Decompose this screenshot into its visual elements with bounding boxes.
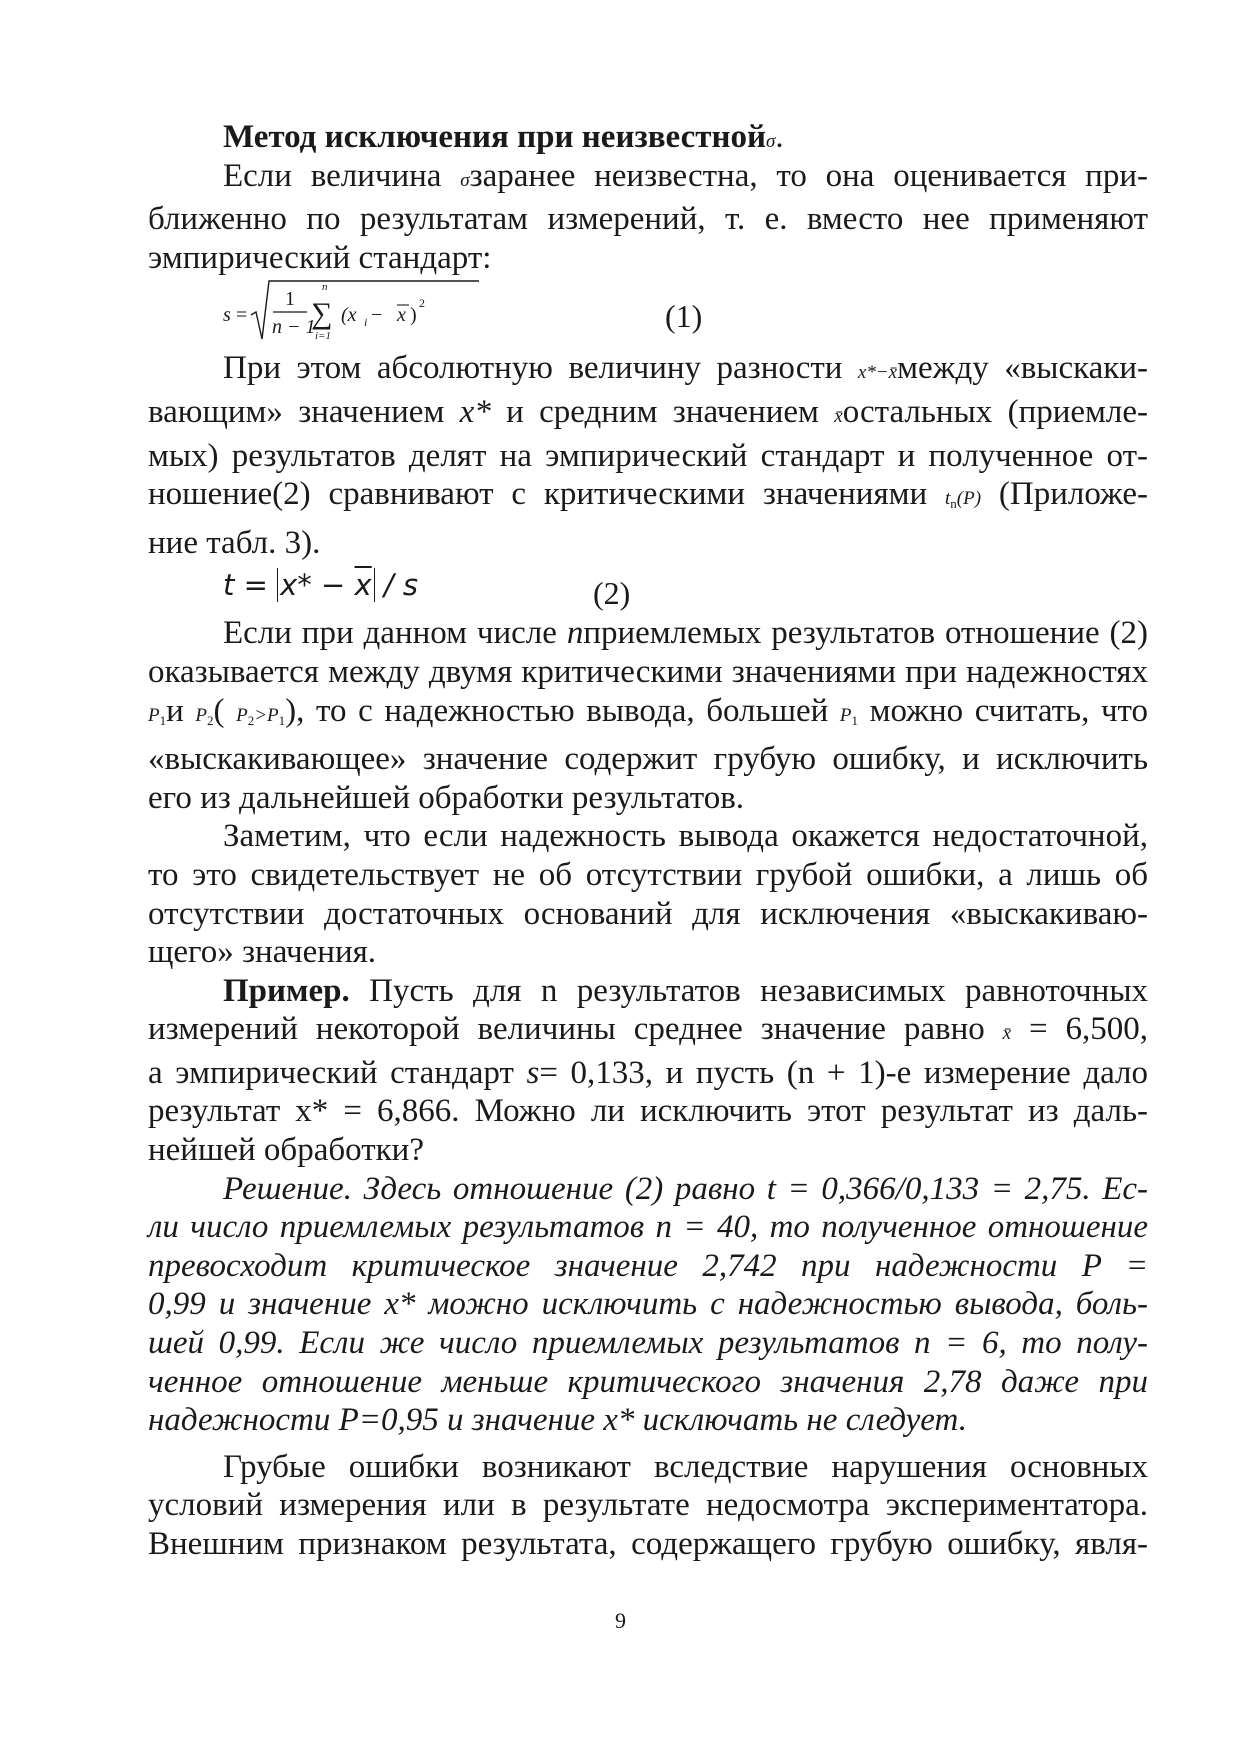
- mean-symbol: x̄: [1002, 1023, 1012, 1045]
- critical-value-symbol: $t_n(P)$: [945, 488, 982, 512]
- difference-expression: x*−x̄: [857, 362, 898, 384]
- svg-text:2: 2: [419, 296, 425, 311]
- svg-text:n − 1: n − 1: [272, 316, 316, 339]
- equation-number-2: (2): [593, 575, 631, 612]
- text-line: надежности P=0,95 и значение x* исключать не следует.: [148, 1402, 967, 1439]
- text-line: превосходит критическое значение 2,742 при надежности P =: [148, 1247, 1148, 1284]
- text-line: то это свидетельствует не об отсутствии грубой ошибки, а лишь об: [148, 856, 1148, 893]
- text-line: При этом абсолютную величину разности x*−x̄между «выскаки-: [223, 350, 1148, 387]
- svg-text:(x: (x: [341, 304, 357, 327]
- heading-sigma: σ: [766, 131, 776, 152]
- text-line: результат x* = 6,866. Можно ли исключить этот результат из даль-: [148, 1093, 1148, 1130]
- paragraph-ratio: [148, 349, 1148, 562]
- text-line: Пример. Пусть для n результатов независимых равноточных: [223, 972, 1148, 1009]
- formula-1-row: [148, 277, 1148, 349]
- svg-text:): ): [410, 304, 417, 327]
- text-line: отсутствии достаточных оснований для исключения «выскакиваю-: [148, 895, 1148, 932]
- svg-text:=: =: [236, 304, 248, 327]
- svg-text:x: x: [397, 304, 406, 327]
- text-line: оказывается между двумя критическими значениями при надежностях: [148, 653, 1148, 690]
- text-line: ли число приемлемых результатов n = 40, то полученное отношение: [148, 1209, 1148, 1246]
- paragraph-note: [148, 817, 1148, 971]
- text-line: а эмпирический стандарт s= 0,133, и пусть (n + 1)-е измерение дало: [148, 1054, 1149, 1091]
- svg-text:i=1: i=1: [315, 330, 331, 343]
- svg-text:∑: ∑: [311, 297, 333, 331]
- text-line: Если при данном числе nприемлемых результатов отношение (2): [223, 615, 1149, 652]
- svg-text:i: i: [364, 315, 368, 330]
- paragraph-intro: [148, 157, 1148, 278]
- heading-title: Метод исключения при неизвестной: [223, 119, 766, 155]
- text-line: шей 0,99. Если же число приемлемых результатов n = 6, то полу-: [148, 1325, 1148, 1362]
- text-line: «выскакивающее» значение содержит грубую ошибку, и исключить: [148, 741, 1148, 778]
- text-line: эмпирический стандарт:: [148, 239, 492, 276]
- svg-text:−: −: [371, 304, 383, 327]
- text-line: измерений некоторой величины среднее значение равно x̄ = 6,500,: [148, 1011, 1148, 1048]
- heading-dot: .: [775, 119, 784, 155]
- text-line: ношение(2) сравнивают с критическими значениями $t_n(P)$ (Приложе-: [148, 476, 1149, 513]
- svg-text:n: n: [322, 281, 328, 294]
- text-line: мых) результатов делят на эмпирический стандарт и полученное от-: [148, 437, 1148, 474]
- text-line: Грубые ошибки возникают вследствие нарушения основных: [223, 1448, 1148, 1485]
- text-line: щего» значения.: [148, 934, 377, 971]
- formula-2-row: [148, 562, 1148, 614]
- text-line: $P_1и$ $P_2$( $P_2>P_1$), то с надежностью вывода, большей $P_1$ можно считать, что: [148, 692, 1149, 729]
- text-line: ближенно по результатам измерений, т. е. вместо нее применяют: [148, 201, 1148, 238]
- equation-number-1: (1): [665, 298, 703, 335]
- text-line: условий измерения или в результате недосмотра экспериментатора.: [148, 1487, 1148, 1524]
- page-number: 9: [615, 1608, 626, 1633]
- text-line: Решение. Здесь отношение (2) равно t = 0,366/0,133 = 2,75. Ес-: [223, 1170, 1148, 1207]
- text-line: ченное отношение меньше критического значения 2,78 даже при: [148, 1363, 1148, 1400]
- example-label: Пример.: [223, 972, 350, 1009]
- text-line: Внешним признаком результата, содержащего грубую ошибку, явля-: [148, 1526, 1148, 1562]
- text-line: его из дальнейшей обработки результатов.: [148, 779, 745, 816]
- empirical-std-formula: [223, 277, 483, 345]
- svg-text:1: 1: [285, 288, 295, 311]
- paragraph-gross-errors: [148, 1448, 1148, 1564]
- section-heading: [148, 118, 1148, 157]
- text-line: Заметим, что если надежность вывода окажется недостаточной,: [223, 818, 1148, 855]
- sigma-symbol: σ: [460, 169, 470, 191]
- paragraph-solution: [148, 1170, 1148, 1440]
- svg-text:s: s: [223, 304, 231, 327]
- text-line: ние табл. 3).: [148, 524, 321, 561]
- text-line: 0,99 и значение x* можно исключить с надежностью вывода, боль-: [148, 1286, 1148, 1323]
- paragraph-critical: [148, 614, 1148, 817]
- paragraph-example: [148, 972, 1148, 1170]
- ratio-formula: $t = x* - \overline{x} / s$: [223, 568, 419, 603]
- page-body: [148, 118, 1148, 1564]
- text-line: Если величина σзаранее неизвестна, то она оценивается при-: [223, 157, 1148, 194]
- mean-symbol: x̄: [834, 405, 843, 427]
- text-line: нейшей обработки?: [148, 1132, 424, 1169]
- text-line: вающим» значением x* и средним значением x̄остальных (приемле-: [148, 393, 1149, 430]
